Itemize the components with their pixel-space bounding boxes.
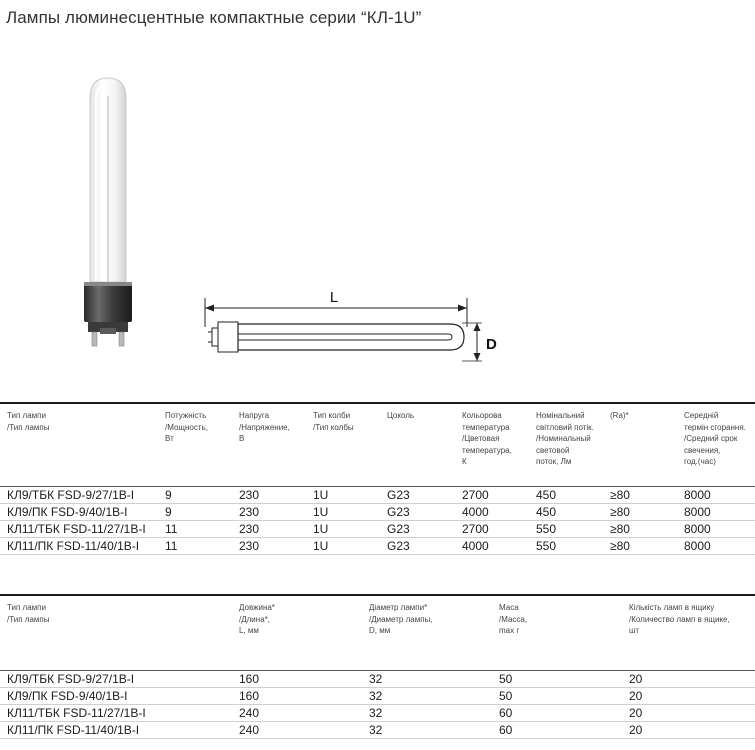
- cell-luminous-flux: 450: [536, 488, 557, 502]
- header-diameter: Діаметр лампи* /Диаметр лампы, D, мм: [369, 603, 433, 635]
- cell-diameter: 32: [369, 672, 383, 686]
- header-lifetime: Середній термін сгорання. /Средний срок свечения, год.(час): [684, 411, 746, 466]
- cell-box-quantity: 20: [629, 689, 643, 703]
- table-row: [0, 487, 755, 504]
- cell-length: 240: [239, 723, 260, 737]
- cell-lamp-type: КЛ9/ПК FSD-9/40/1B-I: [7, 689, 128, 703]
- header-bulb-type: Тип колби /Тип колбы: [313, 411, 354, 432]
- cell-voltage: 230: [239, 539, 260, 553]
- cell-bulb-type: 1U: [313, 488, 329, 502]
- cell-lifetime: 8000: [684, 522, 711, 536]
- header-lamp-type: Тип лампи /Тип лампы: [7, 603, 50, 624]
- cell-lamp-type: КЛ9/ТБК FSD-9/27/1B-I: [7, 672, 135, 686]
- table-row: [0, 688, 755, 705]
- table-row: [0, 538, 755, 555]
- cell-voltage: 230: [239, 522, 260, 536]
- cell-voltage: 230: [239, 505, 260, 519]
- header-voltage: Напруга /Напряжение, В: [239, 411, 290, 443]
- cell-power: 11: [165, 539, 178, 553]
- cell-ra: ≥80: [610, 522, 630, 536]
- diameter-label: D: [486, 336, 497, 353]
- cell-diameter: 32: [369, 723, 383, 737]
- cell-color-temp: 4000: [462, 539, 489, 553]
- cell-lamp-type: КЛ11/ПК FSD-11/40/1B-I: [7, 723, 140, 737]
- cell-ra: ≥80: [610, 505, 630, 519]
- cell-box-quantity: 20: [629, 672, 643, 686]
- cell-length: 160: [239, 672, 260, 686]
- cell-luminous-flux: 450: [536, 505, 557, 519]
- electrical-specs-table: [0, 402, 755, 555]
- cell-luminous-flux: 550: [536, 539, 557, 553]
- cell-lifetime: 8000: [684, 539, 711, 553]
- cell-ra: ≥80: [610, 488, 630, 502]
- dimensions-table: [0, 594, 755, 739]
- cell-color-temp: 4000: [462, 505, 489, 519]
- lamp-photo: [70, 70, 150, 370]
- cell-color-temp: 2700: [462, 488, 489, 502]
- cell-length: 160: [239, 689, 260, 703]
- cell-color-temp: 2700: [462, 522, 489, 536]
- header-power: Потужність /Мощность, Вт: [165, 411, 208, 443]
- cell-bulb-type: 1U: [313, 539, 329, 553]
- table-row: [0, 705, 755, 722]
- cell-bulb-type: 1U: [313, 505, 329, 519]
- cell-lamp-type: КЛ9/ТБК FSD-9/27/1B-I: [7, 488, 135, 502]
- cell-mass: 50: [499, 672, 513, 686]
- table-row: [0, 671, 755, 688]
- cell-lamp-type: КЛ11/ТБК FSD-11/27/1B-I: [7, 522, 146, 536]
- length-label: L: [329, 289, 339, 306]
- cell-lifetime: 8000: [684, 505, 711, 519]
- cell-luminous-flux: 550: [536, 522, 557, 536]
- header-lamp-type: Тип лампи /Тип лампы: [7, 411, 50, 432]
- header-length: Довжина* /Длина*, L, мм: [239, 603, 275, 635]
- cell-box-quantity: 20: [629, 706, 643, 720]
- header-luminous-flux: Номінальний світловий потік. /Номинальный световой поток, Лм: [536, 411, 594, 466]
- header-box-quantity: Кількість ламп в ящику /Количество ламп в ящике, шт: [629, 603, 730, 635]
- cell-lamp-type: КЛ9/ПК FSD-9/40/1B-I: [7, 505, 128, 519]
- header-ra: (Ra)*: [610, 411, 629, 420]
- cell-power: 9: [165, 505, 172, 519]
- cell-power: 9: [165, 488, 172, 502]
- header-socket: Цоколь: [387, 411, 415, 420]
- cell-diameter: 32: [369, 689, 383, 703]
- cell-mass: 50: [499, 689, 513, 703]
- table-row: [0, 521, 755, 538]
- cell-bulb-type: 1U: [313, 522, 329, 536]
- page-title: Лампы люминесцентные компактные серии “КЛ-1U”: [6, 8, 422, 27]
- cell-box-quantity: 20: [629, 723, 643, 737]
- table-row: [0, 722, 755, 739]
- cell-ra: ≥80: [610, 539, 630, 553]
- cell-socket: G23: [387, 488, 410, 502]
- cell-length: 240: [239, 706, 260, 720]
- cell-lamp-type: КЛ11/ПК FSD-11/40/1B-I: [7, 539, 140, 553]
- cell-socket: G23: [387, 539, 410, 553]
- table-header-row: [0, 404, 755, 486]
- cell-mass: 60: [499, 706, 513, 720]
- table-header-row: [0, 596, 755, 670]
- cell-mass: 60: [499, 723, 513, 737]
- table-row: [0, 504, 755, 521]
- header-color-temp: Кольорова температура /Цветовая температура, К: [462, 411, 512, 466]
- cell-socket: G23: [387, 505, 410, 519]
- lamp-dimension-diagram: [200, 282, 510, 392]
- cell-lamp-type: КЛ11/ТБК FSD-11/27/1B-I: [7, 706, 146, 720]
- cell-diameter: 32: [369, 706, 383, 720]
- cell-socket: G23: [387, 522, 410, 536]
- cell-lifetime: 8000: [684, 488, 711, 502]
- cell-power: 11: [165, 522, 178, 536]
- header-mass: Маса /Масса, max г: [499, 603, 528, 635]
- cell-voltage: 230: [239, 488, 260, 502]
